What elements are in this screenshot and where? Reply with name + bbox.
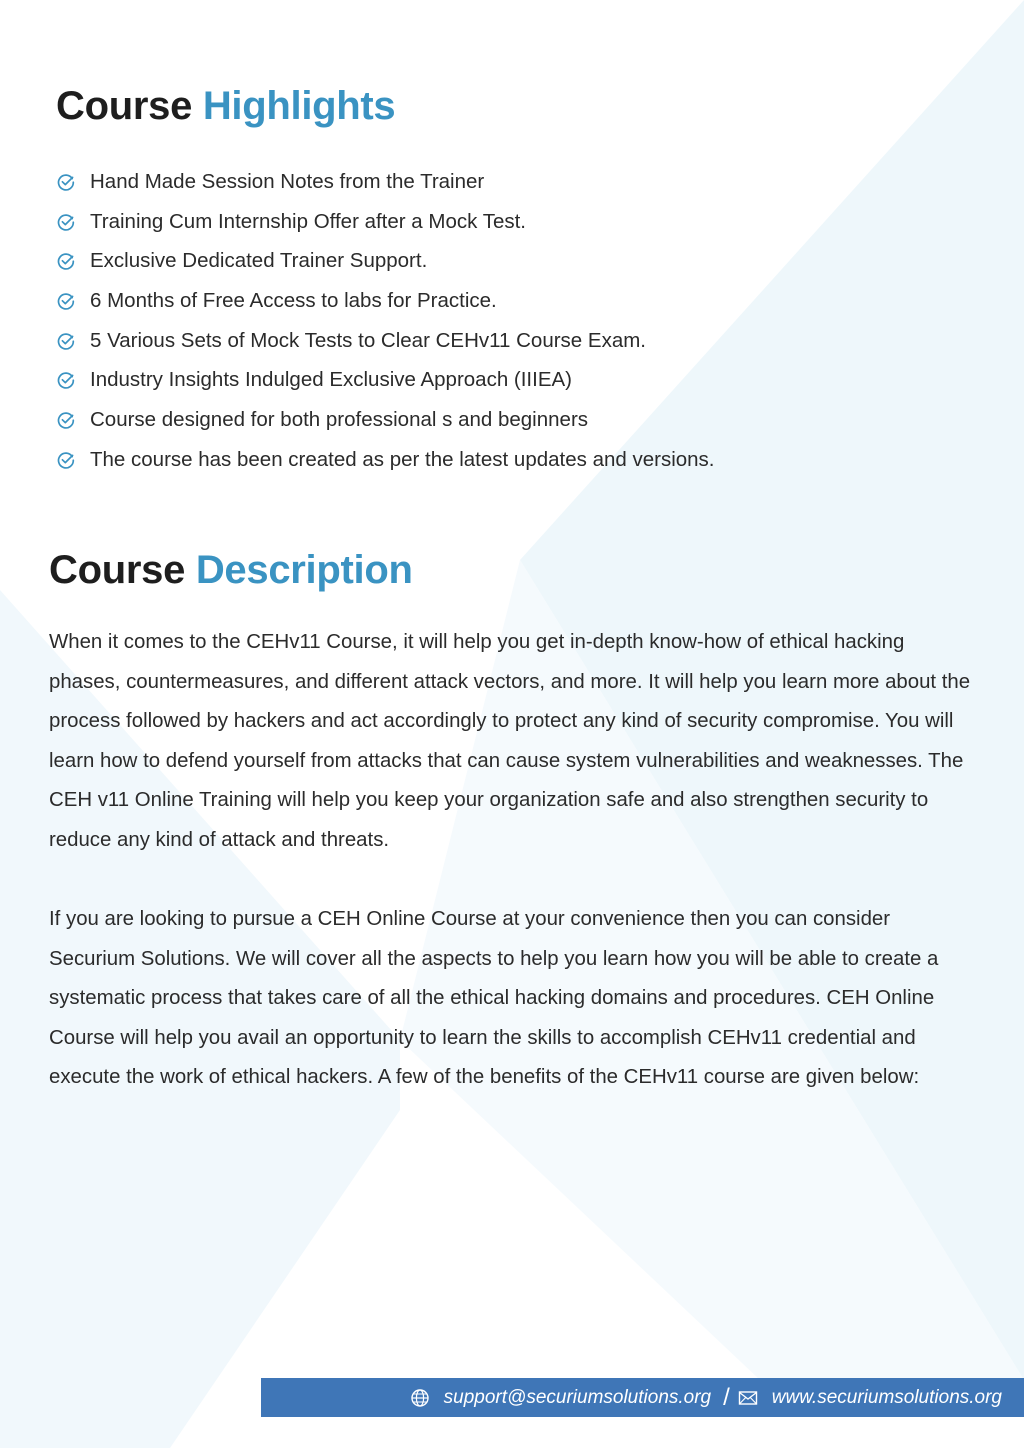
globe-icon <box>410 1388 430 1408</box>
check-circle-icon <box>56 291 76 311</box>
heading-accent-word: Description <box>195 548 413 592</box>
support-email-link[interactable]: support@securiumsolutions.org <box>443 1386 712 1408</box>
course-description-heading <box>49 546 413 594</box>
website-link[interactable]: www.securiumsolutions.org <box>771 1386 1002 1408</box>
list-item <box>56 162 715 202</box>
check-circle-icon <box>56 331 76 351</box>
description-paragraph: When it comes to the CEHv11 Course, it will help you get in-depth know-how of ethical hacking phases, countermeasures, and different attack vectors, and more. It will help you learn more about the process followed by hackers and act accordingly to protect any kind of security compromise. You will learn how to defend yourself from attacks that can cause system vulnerabilities and weaknesses. The CEH v11 Online Training will help you keep your organization safe and also strengthen security to reduce any kind of attack and threats. <box>49 631 971 851</box>
highlight-text: 6 Months of Free Access to labs for Practice. <box>90 288 497 312</box>
list-item <box>56 321 715 361</box>
check-circle-icon <box>56 370 76 390</box>
list-item <box>56 241 715 281</box>
list-item <box>56 360 715 400</box>
list-item <box>56 400 715 440</box>
check-circle-icon <box>56 450 76 470</box>
check-circle-icon <box>56 410 76 430</box>
list-item <box>56 440 715 480</box>
course-highlights-heading <box>56 82 395 130</box>
highlight-text: Industry Insights Indulged Exclusive Approach (IIIEA) <box>90 368 573 392</box>
heading-word: Course <box>56 84 193 128</box>
footer-contact-bar <box>261 1378 1024 1417</box>
highlights-list <box>56 162 715 480</box>
footer-separator: / <box>723 1383 730 1411</box>
list-item <box>56 202 715 242</box>
check-circle-icon <box>56 212 76 232</box>
highlight-text: Hand Made Session Notes from the Trainer <box>90 169 485 193</box>
highlight-text: Exclusive Dedicated Trainer Support. <box>90 249 428 273</box>
highlight-text: Training Cum Internship Offer after a Mock Test. <box>90 209 526 233</box>
list-item <box>56 281 715 321</box>
check-circle-icon <box>56 172 76 192</box>
description-paragraph: If you are looking to pursue a CEH Online Course at your convenience then you can consider Securium Solutions. We will cover all the aspects to help you learn how you will be able to create a systematic process that takes care of all the ethical hacking domains and procedures. CEH Online Course will help you avail an opportunity to learn the skills to accomplish CEHv11 credential and execute the work of ethical hackers. A few of the benefits of the CEHv11 course are given below: <box>49 908 939 1089</box>
heading-accent-word: Highlights <box>202 84 396 128</box>
highlight-text: 5 Various Sets of Mock Tests to Clear CEHv11 Course Exam. <box>90 328 646 352</box>
highlight-text: The course has been created as per the latest updates and versions. <box>90 447 715 471</box>
highlight-text: Course designed for both professional s and beginners <box>90 407 589 431</box>
heading-word: Course <box>49 548 186 592</box>
check-circle-icon <box>56 251 76 271</box>
envelope-icon <box>738 1390 758 1406</box>
